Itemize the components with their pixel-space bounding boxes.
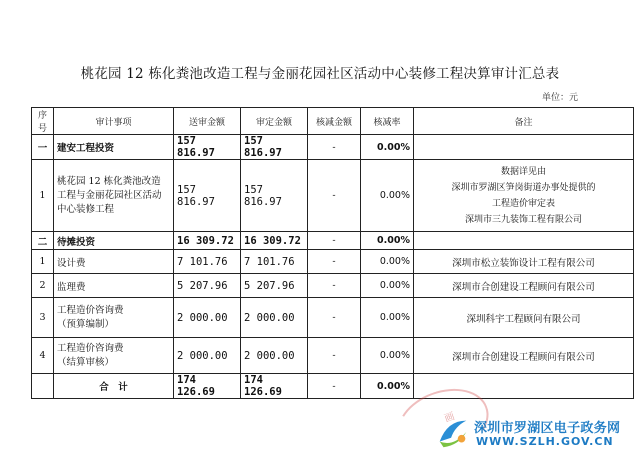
stamp-text: 画 [443,411,457,425]
row-note [414,160,634,232]
table-row [32,250,634,274]
table-header-row [32,108,634,135]
row-submitted: 157 816.97 [174,135,241,160]
row-submitted: 2 000.00 [174,298,241,338]
row-reduced: - [308,232,361,250]
header-item: 审计事项 [54,108,174,135]
header-reduced: 核减金额 [308,108,361,135]
row-rate: 0.00% [361,338,414,374]
header-approved: 审定金额 [241,108,308,135]
audit-summary-table [31,107,634,399]
table-row [32,232,634,250]
total-row [32,374,634,399]
header-submitted: 送审金额 [174,108,241,135]
row-approved: 157 816.97 [241,160,308,232]
unit-label: 单位：元 [541,93,578,103]
row-item: 桃花园 12 栋化粪池改造工程与金丽花园社区活动中心装修工程 [54,160,174,232]
row-approved: 157 816.97 [241,135,308,160]
row-reduced: - [308,298,361,338]
row-no: 1 [32,250,54,274]
row-submitted: 16 309.72 [174,232,241,250]
total-approved: 174 126.69 [241,374,308,399]
row-rate: 0.00% [361,232,414,250]
row-reduced: - [308,274,361,298]
row-item [54,338,174,374]
row-approved: 16 309.72 [241,232,308,250]
row-approved: 2 000.00 [241,338,308,374]
total-label: 合 计 [54,374,174,399]
total-submitted: 174 126.69 [174,374,241,399]
item-line: （结算审核） [57,356,115,368]
header-note: 备注 [414,108,634,135]
row-note [414,232,634,250]
row-no: 3 [32,298,54,338]
row-reduced: - [308,250,361,274]
header-no: 序号 [32,108,54,135]
row-approved: 2 000.00 [241,298,308,338]
row-note: 深圳市松立装饰设计工程有限公司 [414,250,634,274]
table-row [32,160,634,232]
row-item: 监理费 [54,274,174,298]
row-reduced: - [308,338,361,374]
row-rate: 0.00% [361,274,414,298]
row-note: 深圳市合创建设工程顾问有限公司 [414,338,634,374]
table-row [32,135,634,160]
note-line: 工程造价审定表 [491,198,555,209]
row-no: 一 [32,135,54,160]
row-no: 1 [32,160,54,232]
total-reduced: - [308,374,361,399]
row-no: 4 [32,338,54,374]
row-note: 深圳市合创建设工程顾问有限公司 [414,274,634,298]
note-line: 深圳市罗湖区笋岗街道办事处提供的 [451,182,596,193]
document-title: 桃花园 12 栋化粪池改造工程与金丽花园社区活动中心装修工程决算审计汇总表 [80,66,560,82]
row-rate: 0.00% [361,250,414,274]
row-item: 设计费 [54,250,174,274]
row-approved: 7 101.76 [241,250,308,274]
row-item: 建安工程投资 [54,135,174,160]
row-approved: 5 207.96 [241,274,308,298]
header-rate: 核减率 [361,108,414,135]
total-rate: 0.00% [361,374,414,399]
item-line: 工程造价咨询费 [57,342,124,354]
item-line: （预算编制） [57,318,115,330]
row-submitted: 157 816.97 [174,160,241,232]
note-line: 数据详见由 [500,166,546,177]
row-submitted: 2 000.00 [174,338,241,374]
watermark-url: WWW.SZLH.GOV.CN [476,435,614,448]
row-rate: 0.00% [361,135,414,160]
table-row [32,298,634,338]
row-rate: 0.00% [361,298,414,338]
row-submitted: 7 101.76 [174,250,241,274]
row-note: 深圳科宇工程顾问有限公司 [414,298,634,338]
note-line: 深圳市三九装饰工程有限公司 [464,214,582,225]
watermark-logo-icon [434,413,472,451]
table-row [32,338,634,374]
row-rate: 0.00% [361,160,414,232]
row-reduced: - [308,160,361,232]
item-line: 工程造价咨询费 [57,304,124,316]
row-reduced: - [308,135,361,160]
watermark-site-name: 深圳市罗湖区电子政务网 [474,421,621,436]
table-row [32,274,634,298]
row-submitted: 5 207.96 [174,274,241,298]
total-no [32,374,54,399]
site-watermark [434,405,634,457]
row-no: 二 [32,232,54,250]
row-item: 待摊投资 [54,232,174,250]
row-no: 2 [32,274,54,298]
row-item [54,298,174,338]
row-note [414,135,634,160]
